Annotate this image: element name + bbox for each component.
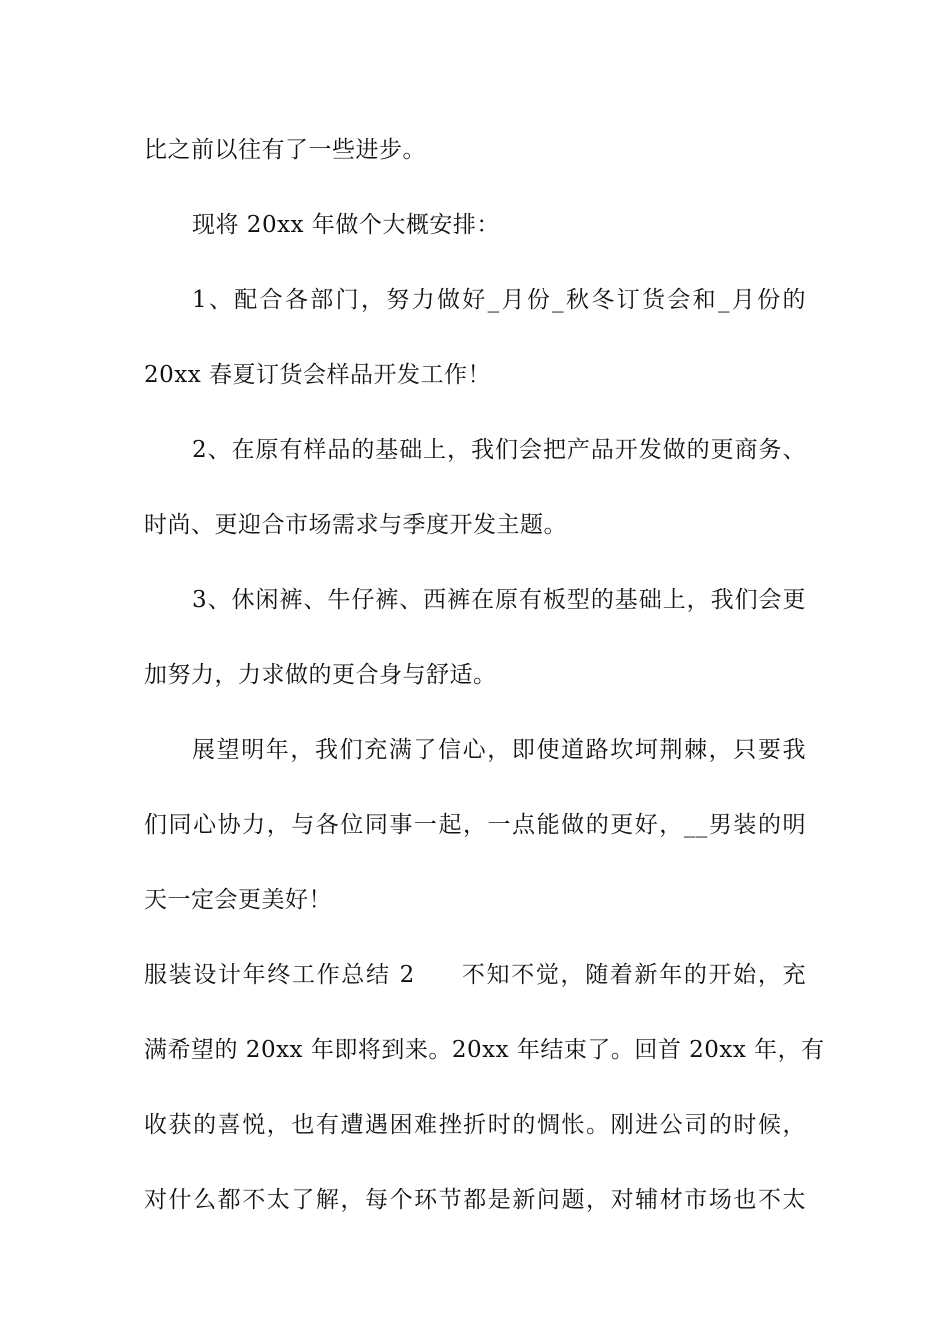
section-heading-continuation: 不知不觉，随着新年的开始，充 xyxy=(460,962,807,988)
list-item-1-line: 1、配合各部门，努力做好_月份_秋冬订货会和_月份的 xyxy=(192,287,806,313)
paragraph-line: 满希望的 20xx 年即将到来。20xx 年结束了。回首 20xx 年，有 xyxy=(144,1037,825,1063)
list-item-2-line: 2、在原有样品的基础上，我们会把产品开发做的更商务、 xyxy=(192,437,806,463)
paragraph-line: 们同心协力，与各位同事一起，一点能做的更好，__男装的明 xyxy=(144,812,806,838)
list-item-3-line: 3、休闲裤、牛仔裤、西裤在原有板型的基础上，我们会更 xyxy=(192,587,806,613)
list-item-3-line: 加努力，力求做的更合身与舒适。 xyxy=(144,662,497,688)
paragraph-line: 对什么都不太了解，每个环节都是新问题，对辅材市场也不太 xyxy=(144,1187,806,1213)
section-heading-line xyxy=(144,960,806,990)
paragraph-line: 展望明年，我们充满了信心，即使道路坎坷荆棘，只要我 xyxy=(192,737,806,763)
paragraph-line: 收获的喜悦，也有遭遇困难挫折时的惆怅。刚进公司的时候， xyxy=(144,1112,806,1138)
paragraph-line: 现将 20xx 年做个大概安排： xyxy=(192,212,500,238)
section-heading: 服装设计年终工作总结 2 xyxy=(144,962,415,988)
paragraph-line: 天一定会更美好！ xyxy=(144,887,332,913)
paragraph-line: 比之前以往有了一些进步。 xyxy=(144,137,426,163)
list-item-2-line: 时尚、更迎合市场需求与季度开发主题。 xyxy=(144,512,567,538)
list-item-1-line: 20xx 春夏订货会样品开发工作！ xyxy=(144,362,492,388)
